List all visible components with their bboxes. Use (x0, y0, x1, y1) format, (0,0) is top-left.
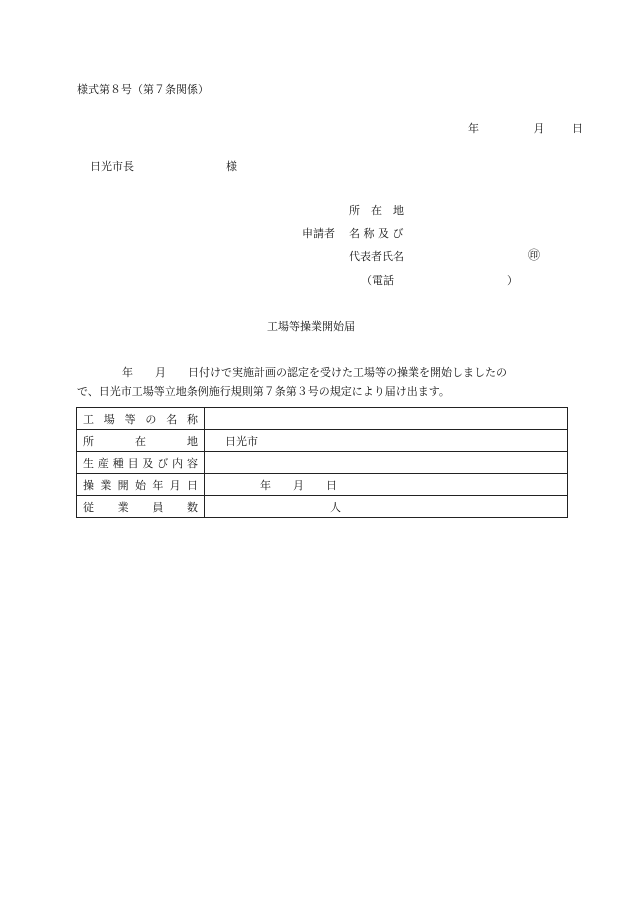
date-year: 年 (468, 122, 479, 135)
addressee-honorific: 様 (226, 160, 237, 173)
table-row (77, 408, 568, 430)
table-row-value[interactable]: 日光市 (205, 430, 568, 452)
table-row-label: 工場等の名称 (77, 408, 205, 430)
table-row-label: 従業員数 (77, 496, 205, 518)
applicant-address-label: 所 在 地 (349, 204, 404, 217)
table-row-value[interactable]: 年 月 日 (205, 474, 568, 496)
addressee-name: 日光市長 (90, 160, 134, 173)
phone-close-paren: ） (507, 274, 518, 287)
body-text-line-1: 年 月 日付けで実施計画の認定を受けた工場等の操業を開始しましたの (122, 366, 507, 379)
date-line (468, 122, 583, 136)
table-row-label: 所在地 (77, 430, 205, 452)
table-row (77, 496, 568, 518)
date-month: 月 (533, 122, 545, 135)
applicant-representative-label: 代表者氏名 (349, 250, 404, 263)
body-text-line-2: で、日光市工場等立地条例施行規則第７条第３号の規定により届け出ます。 (77, 385, 450, 398)
applicant-label: 申請者 (302, 227, 335, 240)
form-number: 様式第８号（第７条関係） (77, 83, 209, 96)
table-row (77, 452, 568, 474)
table-row-label: 生産種目及び内容 (77, 452, 205, 474)
table-row-value[interactable] (205, 452, 568, 474)
addressee (90, 160, 237, 174)
table-row-value[interactable] (205, 408, 568, 430)
seal-mark: ㊞ (528, 248, 541, 262)
table-row (77, 430, 568, 452)
document-title: 工場等操業開始届 (267, 320, 355, 333)
table-row-label: 操業開始年月日 (77, 474, 205, 496)
table-row-value[interactable]: 人 (205, 496, 568, 518)
date-day: 日 (572, 122, 583, 135)
info-table (76, 407, 568, 518)
phone-label: （電話 (361, 274, 394, 287)
table-row (77, 474, 568, 496)
applicant-name-label: 名 称 及 び (349, 227, 404, 240)
